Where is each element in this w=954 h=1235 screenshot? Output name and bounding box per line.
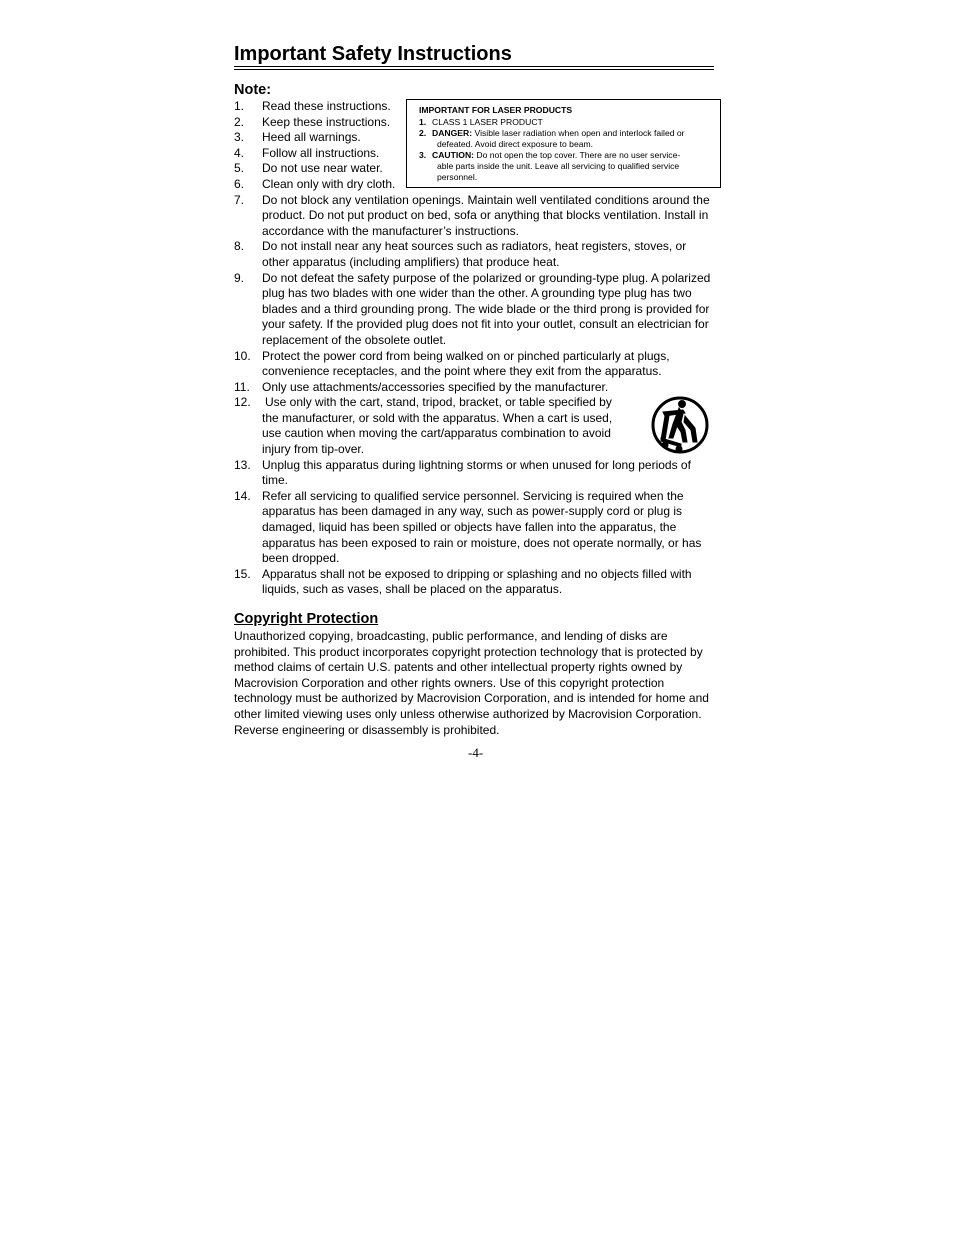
item-text: Do not block any ventilation openings. Maintain well ventilated conditions around the product. Do not put product on bed, sofa or anything that blocks ventilation. Install in accordance with the manufacturer’s instructions. xyxy=(262,192,710,238)
title-block xyxy=(234,42,714,66)
laser-warning-box xyxy=(406,99,721,188)
item-text: Apparatus shall not be exposed to dripping or splashing and no objects filled with liquids, such as vases, shall be placed on the apparatus. xyxy=(262,566,692,597)
item-text: Keep these instructions. xyxy=(262,114,391,129)
note-label: Note: xyxy=(234,82,272,98)
item-number: 7. xyxy=(234,192,245,207)
title-underline xyxy=(234,66,714,67)
item-number: 13. xyxy=(234,457,251,472)
item-text: Use only with the cart, stand, tripod, bracket, or table specified by the manufacturer, or sold with the apparatus. When a cart is used, use caution when moving the cart/apparatus combination to avoid injury from tip-over. xyxy=(262,395,613,457)
cart-tip-over-warning-icon xyxy=(651,394,709,456)
item-text: Unplug this apparatus during lightning storms or when unused for long periods of time. xyxy=(262,457,691,488)
item-number: 2. xyxy=(234,114,245,129)
laser-item: 1. CLASS 1 LASER PRODUCT xyxy=(419,117,543,127)
item-number: 1. xyxy=(234,99,245,113)
copyright-heading: Copyright Protection xyxy=(234,611,379,627)
item-text: Only use attachments/accessories specified by the manufacturer. xyxy=(262,379,609,394)
item-text: Do not install near any heat sources such as radiators, heat registers, stoves, or other apparatus (including amplifiers) that produce heat. xyxy=(262,239,687,269)
item-number: 14. xyxy=(234,488,251,503)
list-item xyxy=(234,380,720,396)
list-item xyxy=(234,349,720,380)
item-number: 3. xyxy=(234,130,245,145)
item-number: 6. xyxy=(234,176,245,191)
document-page xyxy=(234,42,720,737)
list-item xyxy=(234,271,720,349)
item-text: Heed all warnings. xyxy=(262,130,361,145)
list-item xyxy=(234,395,720,457)
laser-item: 3. CAUTION: Do not open the top cover. There are no user service- able parts inside the unit. Leave all servicing to qualified service personnel. xyxy=(419,150,681,182)
title-underline-double xyxy=(234,69,714,70)
item-number: 12. xyxy=(234,395,251,410)
laser-heading: IMPORTANT FOR LASER PRODUCTS xyxy=(419,105,573,115)
laser-item: 2. DANGER: Visible laser radiation when open and interlock failed or defeated. Avoid direct exposure to beam. xyxy=(419,128,685,149)
item-number: 10. xyxy=(234,348,251,363)
item-text: Clean only with dry cloth. xyxy=(262,176,396,191)
list-item xyxy=(234,489,720,567)
item-text: Do not use near water. xyxy=(262,161,383,176)
item-text: Do not defeat the safety purpose of the polarized or grounding-type plug. A polarized plug has two blades with one wider than the other. A grounding type plug has two blades and a third grounding prong. The wide blade or the third prong is provided for your safety. If the provided plug does not fit into your outlet, consult an electrician for replacement of the obsolete outlet. xyxy=(262,270,711,347)
item-text: Read these instructions. xyxy=(262,99,391,113)
item-number: 9. xyxy=(234,270,245,285)
item-number: 15. xyxy=(234,566,251,581)
list-item xyxy=(234,567,720,598)
copyright-text: Unauthorized copying, broadcasting, public performance, and lending of disks are prohibited. This product incorporates copyright protection technology that is protected by method claims of certain U.S. patents and other intellectual property rights owned by Macrovision Corporation and other rights owners. Use of this copyright protection technology must be authorized by Macrovision Corporation, and is intended for home and other limited viewing uses only unless otherwise authorized by Macrovision Corporation. Reverse engineering or disassembly is prohibited. xyxy=(234,629,709,737)
item-number: 8. xyxy=(234,239,245,254)
item-text: Protect the power cord from being walked on or pinched particularly at plugs, convenience receptacles, and the point where they exit from the apparatus. xyxy=(262,348,670,379)
page-number: -4- xyxy=(468,745,484,760)
item-text: Refer all servicing to qualified service personnel. Servicing is required when the apparatus has been damaged in any way, such as power-supply cord or plug is damaged, liquid has been spilled or objects have fallen into the apparatus, the apparatus has been exposed to rain or moisture, does not operate normally, or has been dropped. xyxy=(262,488,702,566)
item-text: Follow all instructions. xyxy=(262,145,380,160)
list-item xyxy=(234,239,720,270)
item-number: 5. xyxy=(234,161,245,176)
item-number: 4. xyxy=(234,145,245,160)
item-number: 11. xyxy=(234,379,250,394)
page-title: Important Safety Instructions xyxy=(234,43,512,65)
list-item xyxy=(234,458,720,489)
list-item xyxy=(234,193,720,240)
